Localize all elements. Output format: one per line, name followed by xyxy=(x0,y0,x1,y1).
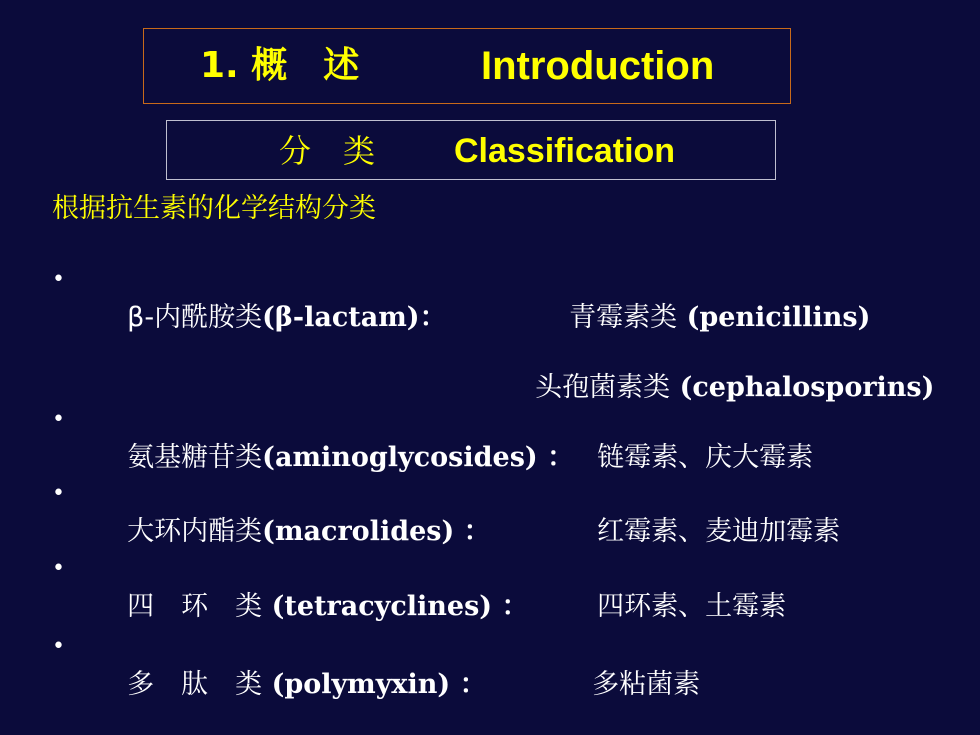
section-heading: 根据抗生素的化学结构分类 xyxy=(52,193,376,224)
category-beta-lactam xyxy=(110,261,447,337)
bullet: • xyxy=(52,267,65,292)
subtitle-english: Classification xyxy=(454,132,676,170)
category-en: (tetracyclines) ： xyxy=(262,591,529,622)
title-box xyxy=(143,28,791,104)
example-cn: 链霉素、庆大霉素 xyxy=(597,442,814,473)
example-en: (cephalosporins) xyxy=(670,372,935,403)
category-cn: 大环内酯类 xyxy=(127,516,263,547)
category-cn: β-内酰胺类 xyxy=(127,302,263,333)
bullet: • xyxy=(52,407,65,432)
example-polymyxin xyxy=(575,628,700,704)
category-aminoglycosides xyxy=(110,401,574,477)
example-cephalosporins xyxy=(518,331,934,407)
example-penicillins xyxy=(552,261,870,337)
example-macrolides xyxy=(580,475,840,551)
title-english: Introduction xyxy=(481,44,715,88)
category-cn: 多 肽 类 xyxy=(127,669,263,700)
bullet: • xyxy=(52,481,65,506)
category-cn: 四 环 类 xyxy=(127,591,263,622)
example-tetracyclines xyxy=(580,550,786,626)
bullet: • xyxy=(52,634,65,659)
example-cn: 四环素、土霉素 xyxy=(597,591,787,622)
category-cn: 氨基糖苷类 xyxy=(127,442,263,473)
example-cn: 红霉素、麦迪加霉素 xyxy=(597,516,841,547)
category-en: (β-lactam)： xyxy=(262,302,447,333)
example-aminoglycosides xyxy=(580,401,813,477)
category-en: (polymyxin) ： xyxy=(262,669,487,700)
example-cn: 多粘菌素 xyxy=(592,669,701,700)
example-cn: 青霉素类 xyxy=(569,302,678,333)
subtitle-box xyxy=(166,120,776,180)
example-cn: 头孢菌素类 xyxy=(535,372,671,403)
category-polymyxin xyxy=(110,628,487,704)
category-en: (aminoglycosides) ： xyxy=(262,442,575,473)
example-en: (penicillins) xyxy=(677,302,871,333)
title-number-cn: 1. 概 述 xyxy=(200,45,360,86)
category-en: (macrolides) ： xyxy=(262,516,491,547)
subtitle-chinese: 分 类 xyxy=(279,132,376,170)
category-tetracyclines xyxy=(110,550,528,626)
bullet: • xyxy=(52,556,65,581)
category-macrolides xyxy=(110,475,491,551)
